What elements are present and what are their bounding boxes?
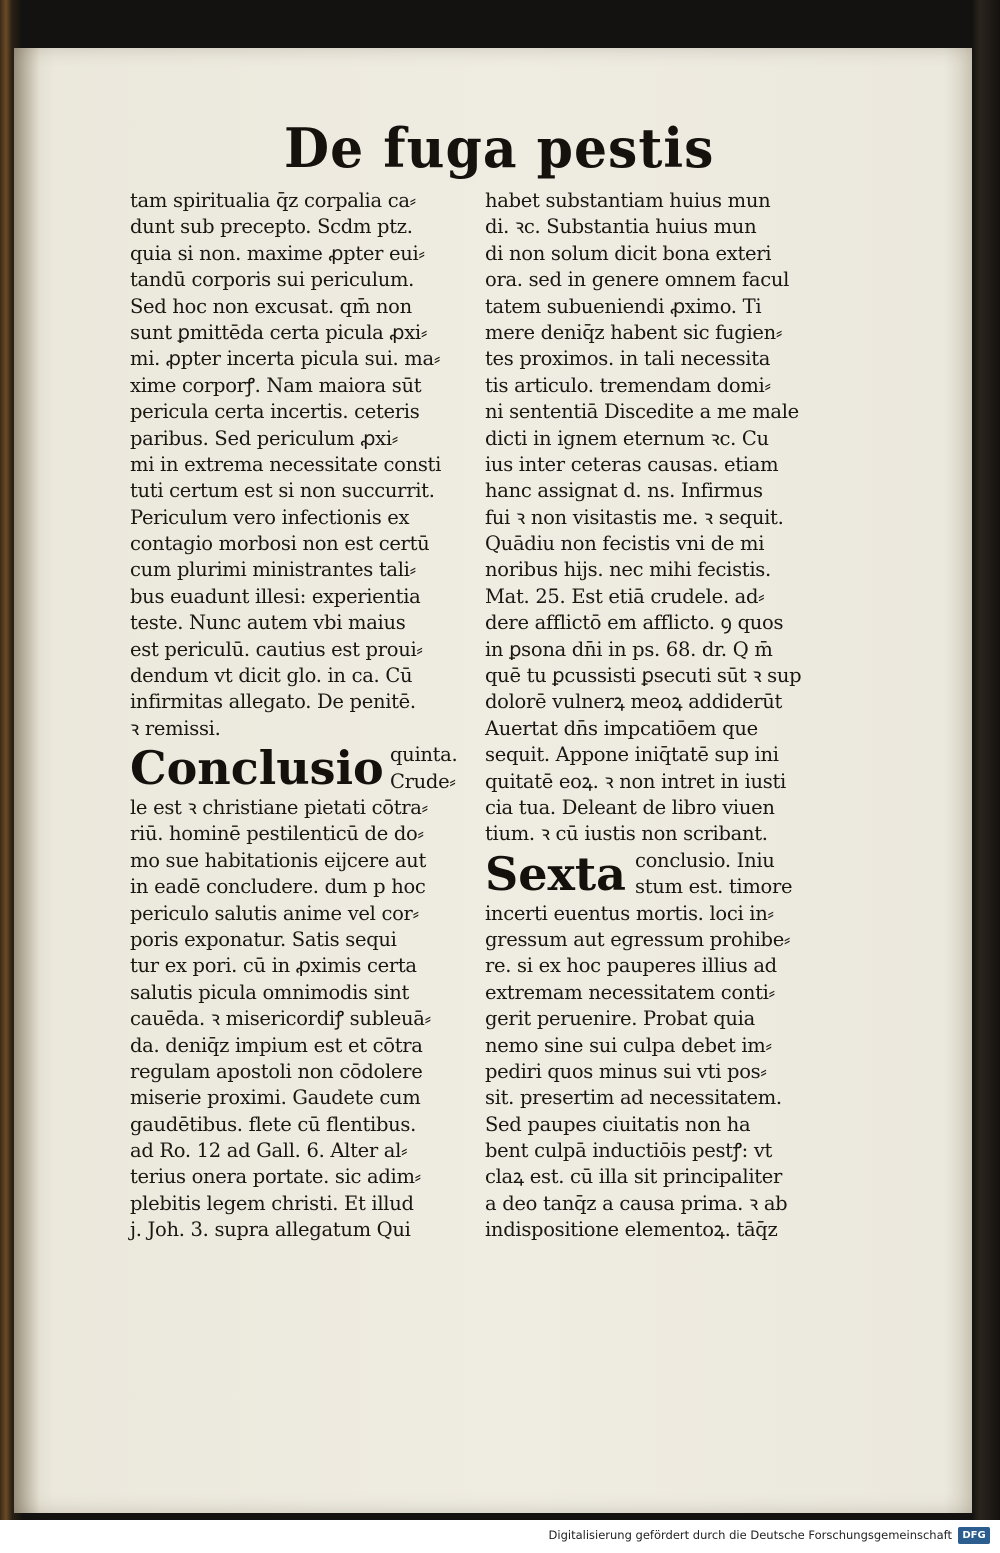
text-line: dicti in ignem eternum ꝛc. Cu — [485, 426, 769, 450]
text-line: est periculū. cautius est proui⸗ — [130, 637, 423, 661]
text-line: dendum vt dicit glo. in ca. Cū — [130, 664, 413, 688]
text-line: regulam apostoli non cōdolere — [130, 1059, 423, 1083]
text-line: in ꝑsona dn̄i in ps. 68. dr. Q m̄ — [485, 637, 773, 661]
text-line: stum est. timore — [635, 875, 793, 899]
text-line: sit. presertim ad necessitatem. — [485, 1086, 782, 1110]
funding-credit: Digitalisierung gefördert durch die Deutsche Forschungsgemeinschaft — [548, 1528, 952, 1542]
text-line: dolorē vulnerꝝ meoꝝ addiderūt — [485, 690, 783, 714]
text-line: infirmitas allegato. De penitē. — [130, 690, 416, 714]
text-line: re. si ex hoc pauperes illius ad — [485, 954, 777, 978]
text-line: nemo sine sui culpa debet im⸗ — [485, 1033, 772, 1057]
spine-shadow — [14, 48, 40, 1513]
text-line: quitatē eoꝝ. ꝛ non intret in iusti — [485, 769, 786, 793]
text-line: plebitis legem christi. Et illud — [130, 1191, 414, 1215]
initial-side-text — [390, 742, 457, 795]
page-heading: De fuga pestis — [284, 116, 715, 181]
text-line: le est ꝛ christiane pietati cōtra⸗ — [130, 796, 428, 819]
text-line: riū. hominē pestilenticū de do⸗ — [130, 822, 424, 846]
text-line: poris exponatur. Satis sequi — [130, 927, 397, 951]
footer-bar — [0, 1520, 1000, 1553]
text-line: habet substantiam huius mun — [485, 189, 771, 212]
text-line: cauēda. ꝛ misericordiꝭ subleuā⸗ — [130, 1007, 431, 1031]
text-line: ꝛ remissi. — [130, 716, 221, 740]
text-line: salutis picula omnimodis sint — [130, 980, 410, 1004]
text-line: periculo salutis anime vel cor⸗ — [130, 901, 419, 925]
text-line: Periculum vero infectionis ex — [130, 505, 410, 529]
text-line: gressum aut egressum prohibe⸗ — [485, 927, 791, 951]
text-line: a deo tanq̄z a causa prima. ꝛ ab — [485, 1191, 788, 1215]
right-text-column — [485, 188, 830, 1244]
initial-word: Conclusio — [130, 741, 384, 796]
text-line: mi in extrema necessitate consti — [130, 452, 442, 476]
text-line: tis articulo. tremendam domi⸗ — [485, 373, 771, 397]
text-line: tes proximos. in tali necessita — [485, 347, 771, 371]
text-line: sequit. Appone iniq̄tatē sup ini — [485, 743, 779, 767]
text-line: miserie proximi. Gaudete cum — [130, 1086, 421, 1110]
text-line: j. Joh. 3. supra allegatum Qui — [130, 1218, 411, 1242]
text-line: fui ꝛ non visitastis me. ꝛ sequit. — [485, 505, 784, 529]
text-line: pediri quos minus sui vti pos⸗ — [485, 1059, 767, 1083]
text-line: Crude⸗ — [390, 769, 456, 793]
text-line: ad Ro. 12 ad Gall. 6. Alter al⸗ — [130, 1139, 408, 1163]
text-line: cia tua. Deleant de libro viuen — [485, 795, 775, 819]
text-line: bus euadunt illesi: experientia — [130, 584, 421, 608]
text-line: sunt ꝑmittēda certa picula ꝓxi⸗ — [130, 320, 428, 344]
text-line: ni sententiā Discedite a me male — [485, 400, 799, 424]
text-line: dere afflictō em afflicto. ꝯ quos — [485, 611, 784, 635]
text-line: quia si non. maxime ꝓpter eui⸗ — [130, 241, 425, 265]
text-line: gaudētibus. flete cū flentibus. — [130, 1112, 417, 1136]
text-line: tatem subueniendi ꝓximo. Ti — [485, 294, 762, 318]
text-line: claꝝ est. cū illa sit principaliter — [485, 1165, 783, 1189]
text-line: tium. ꝛ cū iustis non scribant. — [485, 822, 768, 846]
text-line: tuti certum est si non succurrit. — [130, 479, 435, 503]
text-line: quinta. — [390, 743, 458, 767]
text-line: tur ex pori. cū in ꝓximis certa — [130, 954, 417, 978]
text-line: Mat. 25. Est etiā crudele. ad⸗ — [485, 584, 765, 608]
initial-side-text — [635, 848, 792, 901]
text-line: di non solum dicit bona exteri — [485, 241, 772, 265]
text-line: paribus. Sed periculum ꝓxi⸗ — [130, 426, 398, 450]
text-line: quē tu ꝑcussisti ꝑsecuti sūt ꝛ sup — [485, 664, 802, 688]
text-line: extremam necessitatem conti⸗ — [485, 980, 775, 1004]
text-line: di. ꝛc. Substantia huius mun — [485, 215, 757, 239]
text-line: contagio morbosi non est certū — [130, 532, 430, 556]
text-line: pericula certa incertis. ceteris — [130, 400, 420, 424]
text-line: Sed paupes ciuitatis non ha — [485, 1112, 751, 1136]
text-line: tam spiritualia q̄z corpalia ca⸗ — [130, 189, 416, 212]
text-line: cum plurimi ministrantes tali⸗ — [130, 558, 416, 582]
text-line: hanc assignat d. ns. Infirmus — [485, 479, 763, 503]
text-line: Quādiu non fecistis vni de mi — [485, 532, 765, 556]
text-line: indispositione elementoꝝ. tāq̄z — [485, 1218, 778, 1242]
text-line: Sed hoc non excusat. qm̄ non — [130, 294, 412, 318]
text-line: gerit peruenire. Probat quia — [485, 1007, 755, 1031]
initial-word: Sexta — [485, 846, 626, 901]
text-line: mi. ꝓpter incerta picula sui. ma⸗ — [130, 347, 441, 371]
text-line: da. deniq̄z impium est et cōtra — [130, 1033, 423, 1057]
left-text-column — [130, 188, 465, 1244]
text-line: in eadē concludere. dum p hoc — [130, 875, 426, 899]
text-line: xime corporꝭ. Nam maiora sūt — [130, 373, 422, 397]
text-line: dunt sub precepto. Scdm ptz. — [130, 215, 413, 239]
conclusio-heading-row — [130, 742, 465, 795]
text-line: mo sue habitationis eijcere aut — [130, 848, 426, 872]
conclusio-heading-row — [485, 848, 830, 901]
dfg-logo: DFG — [958, 1527, 990, 1544]
text-line: terius onera portate. sic adim⸗ — [130, 1165, 421, 1189]
text-line: teste. Nunc autem vbi maius — [130, 611, 406, 635]
text-line: ora. sed in genere omnem facul — [485, 268, 790, 292]
text-line: conclusio. Iniu — [635, 848, 775, 872]
text-line: ius inter ceteras causas. etiam — [485, 452, 779, 476]
text-line: incerti euentus mortis. loci in⸗ — [485, 901, 774, 925]
text-line: bent culpā inductiōis pestꝭ: vt — [485, 1139, 773, 1163]
text-line: noribus hijs. nec mihi fecistis. — [485, 558, 771, 582]
text-line: mere deniq̄z habent sic fugien⸗ — [485, 320, 783, 344]
text-line: Auertat dn̄s impcatiōem que — [485, 716, 758, 740]
text-line: tandū corporis sui periculum. — [130, 268, 415, 292]
